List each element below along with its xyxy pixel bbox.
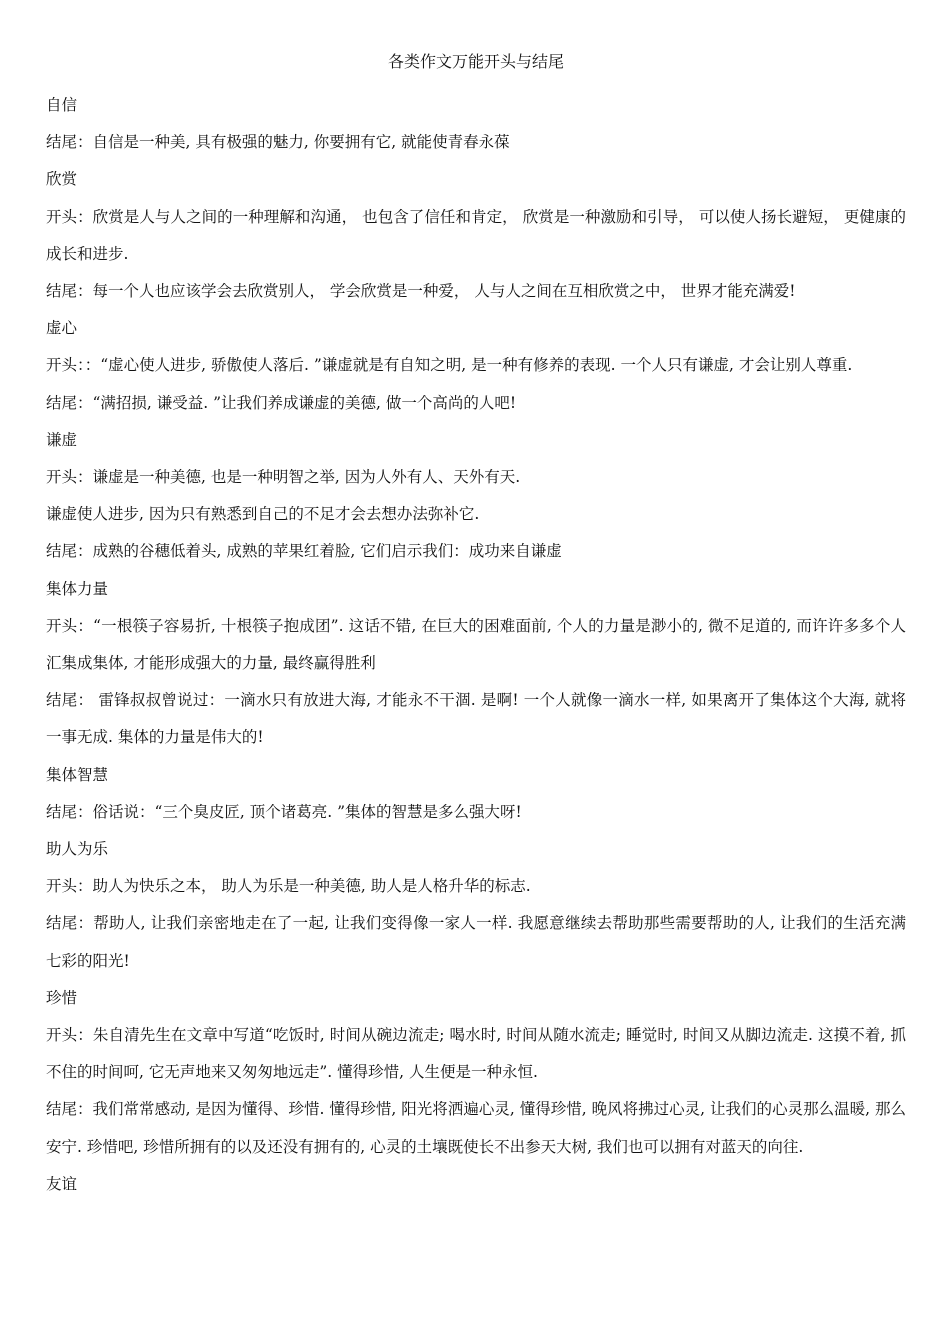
paragraph-cherish-opening: 开头：朱自清先生在文章中写道“吃饭时, 时间从碗边流走; 喝水时, 时间从随水流走; 睡觉时, 时间又从脚边流走. 这摸不着, 抓不住的时间呵, 它无声地来又匆匆地远走”. 懂得珍惜, 人生便是一种永恒. xyxy=(46,1026,906,1082)
paragraph-modesty-opening: 开头：谦虚是一种美德, 也是一种明智之举, 因为人外有人、天外有天. xyxy=(46,468,521,487)
section-heading-collective-strength: 集体力量 xyxy=(46,579,109,598)
paragraph-collective-strength-ending: 结尾： 雷锋叔叔曾说过：一滴水只有放进大海, 才能永不干涸. 是啊! 一个人就像一滴水一样, 如果离开了集体这个大海, 就将一事无成. 集体的力量是伟大的! xyxy=(46,691,906,747)
section-heading-modesty: 谦虚 xyxy=(46,430,78,449)
paragraph-collective-strength-opening: 开头：“一根筷子容易折, 十根筷子抱成团”. 这话不错, 在巨大的困难面前, 个人的力量是渺小的, 微不足道的, 而许许多多个人汇集成集体, 才能形成强大的力量, 最终赢得胜利 xyxy=(46,616,906,673)
paragraph-collective-wisdom-ending: 结尾：俗话说：“三个臭皮匠, 顶个诸葛亮. ”集体的智慧是多么强大呀! xyxy=(46,802,522,821)
paragraph-appreciation-opening: 开头：欣赏是人与人之间的一种理解和沟通， 也包含了信任和肯定， 欣赏是一种激励和引导， 可以使人扬长避短， 更健康的成长和进步. xyxy=(46,207,906,263)
paragraph-helping-others-opening: 开头：助人为快乐之本， 助人为乐是一种美德, 助人是人格升华的标志. xyxy=(46,877,531,896)
document-page xyxy=(46,50,906,1203)
paragraph-confidence-ending: 结尾：自信是一种美, 具有极强的魅力, 你要拥有它, 就能使青春永葆 xyxy=(46,133,510,152)
section-heading-appreciation: 欣赏 xyxy=(46,170,78,189)
paragraph-modesty-body: 谦虚使人进步, 因为只有熟悉到自己的不足才会去想办法弥补它. xyxy=(46,505,480,524)
section-heading-friendship: 友谊 xyxy=(46,1174,78,1193)
paragraph-cherish-ending: 结尾：我们常常感动, 是因为懂得、珍惜. 懂得珍惜, 阳光将洒遍心灵, 懂得珍惜, 晚风将拂过心灵, 让我们的心灵那么温暖, 那么安宁. 珍惜吧, 珍惜所拥有的以及还没有拥有的, 心灵的土壤既使长不出参天大树, 我们也可以拥有对蓝天的向往. xyxy=(46,1100,906,1156)
paragraph-appreciation-ending: 结尾：每一个人也应该学会去欣赏别人， 学会欣赏是一种爱， 人与人之间在互相欣赏之中， 世界才能充满爱! xyxy=(46,282,796,301)
section-heading-collective-wisdom: 集体智慧 xyxy=(46,765,109,784)
paragraph-open-mind-opening: 开头：：“虚心使人进步, 骄傲使人落后. ”谦虚就是有自知之明, 是一种有修养的表现. 一个人只有谦虚, 才会让别人尊重. xyxy=(46,356,853,375)
paragraph-modesty-ending: 结尾：成熟的谷穗低着头, 成熟的苹果红着脸, 它们启示我们：成功来自谦虚 xyxy=(46,542,562,561)
paragraph-helping-others-ending: 结尾：帮助人, 让我们亲密地走在了一起, 让我们变得像一家人一样. 我愿意继续去帮助那些需要帮助的人, 让我们的生活充满七彩的阳光! xyxy=(46,914,906,970)
document-title: 各类作文万能开头与结尾 xyxy=(387,52,564,71)
section-heading-open-mind: 虚心 xyxy=(46,319,78,338)
section-heading-helping-others: 助人为乐 xyxy=(46,840,109,859)
section-heading-confidence: 自信 xyxy=(46,96,78,114)
section-heading-cherish: 珍惜 xyxy=(46,988,78,1007)
paragraph-open-mind-ending: 结尾：“满招损, 谦受益. ”让我们养成谦虚的美德, 做一个高尚的人吧! xyxy=(46,393,517,412)
